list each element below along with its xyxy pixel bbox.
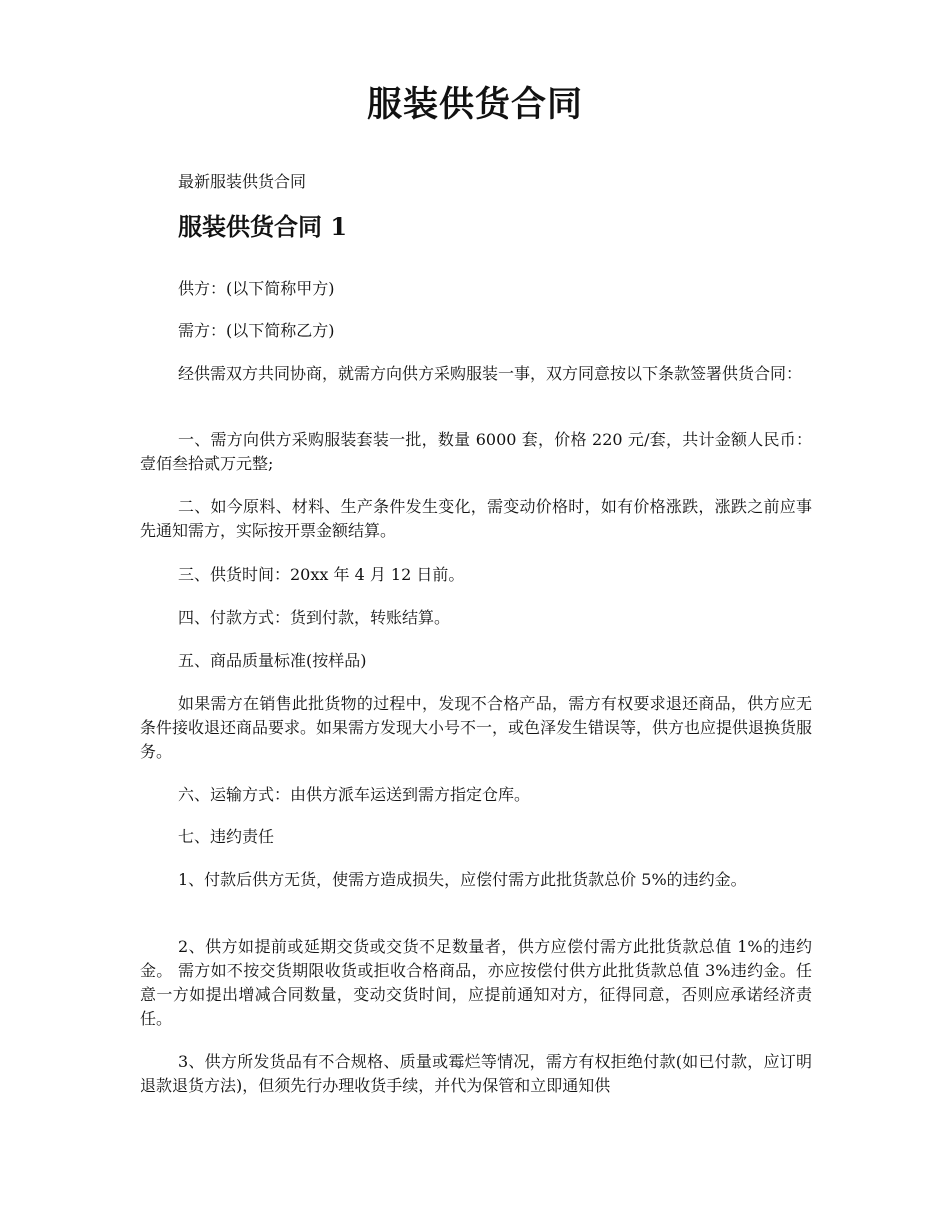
paragraph-clause-3: 三、供货时间：20xx 年 4 月 12 日前。 <box>178 565 465 584</box>
paragraph-clause-6: 六、运输方式：由供方派车运送到需方指定仓库。 <box>178 785 531 804</box>
paragraph-liability-1: 1、付款后供方无货，使需方造成损失，应偿付需方此批货款总价 5%的违约金。 <box>178 870 747 889</box>
paragraph-clause-5: 五、商品质量标准(按样品) <box>178 651 367 670</box>
paragraph-clause-4: 四、付款方式：货到付款，转账结算。 <box>178 608 451 627</box>
paragraph-quality-detail: 如果需方在销售此批货物的过程中，发现不合格产品，需方有权要求退还商品，供方应无条件接收退还商品要求。如果需方发现大小号不一，或色泽发生错误等，供方也应提供退换货服务。 <box>140 694 813 761</box>
paragraph-buyer: 需方：(以下简称乙方) <box>178 321 335 340</box>
paragraph-clause-7: 七、违约责任 <box>178 827 275 846</box>
document-title: 服装供货合同 <box>366 84 583 125</box>
section-heading: 服装供货合同 1 <box>178 212 348 241</box>
document-subtitle: 最新服装供货合同 <box>178 172 307 191</box>
paragraph-preamble: 经供需双方共同协商，就需方向供方采购服装一事，双方同意按以下条款签署供货合同： <box>178 364 803 383</box>
paragraph-supplier: 供方：(以下简称甲方) <box>178 279 335 298</box>
paragraph-clause-2: 二、如今原料、材料、生产条件发生变化，需变动价格时，如有价格涨跌，涨跌之前应事先通知需方，实际按开票金额结算。 <box>140 497 812 540</box>
paragraph-clause-1: 一、需方向供方采购服装套装一批，数量 6000 套，价格 220 元/套，共计金额人民币：壹佰叁拾贰万元整; <box>140 430 812 473</box>
paragraph-liability-3: 3、供方所发货品有不合规格、质量或霉烂等情况，需方有权拒绝付款(如已付款，应订明退款退货方法)，但须先行办理收货手续，并代为保管和立即通知供 <box>140 1052 812 1095</box>
paragraph-liability-2: 2、供方如提前或延期交货或交货不足数量者，供方应偿付需方此批货款总值 1%的违约金。 需方如不按交货期限收货或拒收合格商品，亦应按偿付供方此批货款总值 3%违约金。任意一方如提出增减合同数量，变动交货时间，应提前通知对方，征得同意，否则应承诺经济责任。 <box>140 937 812 1028</box>
